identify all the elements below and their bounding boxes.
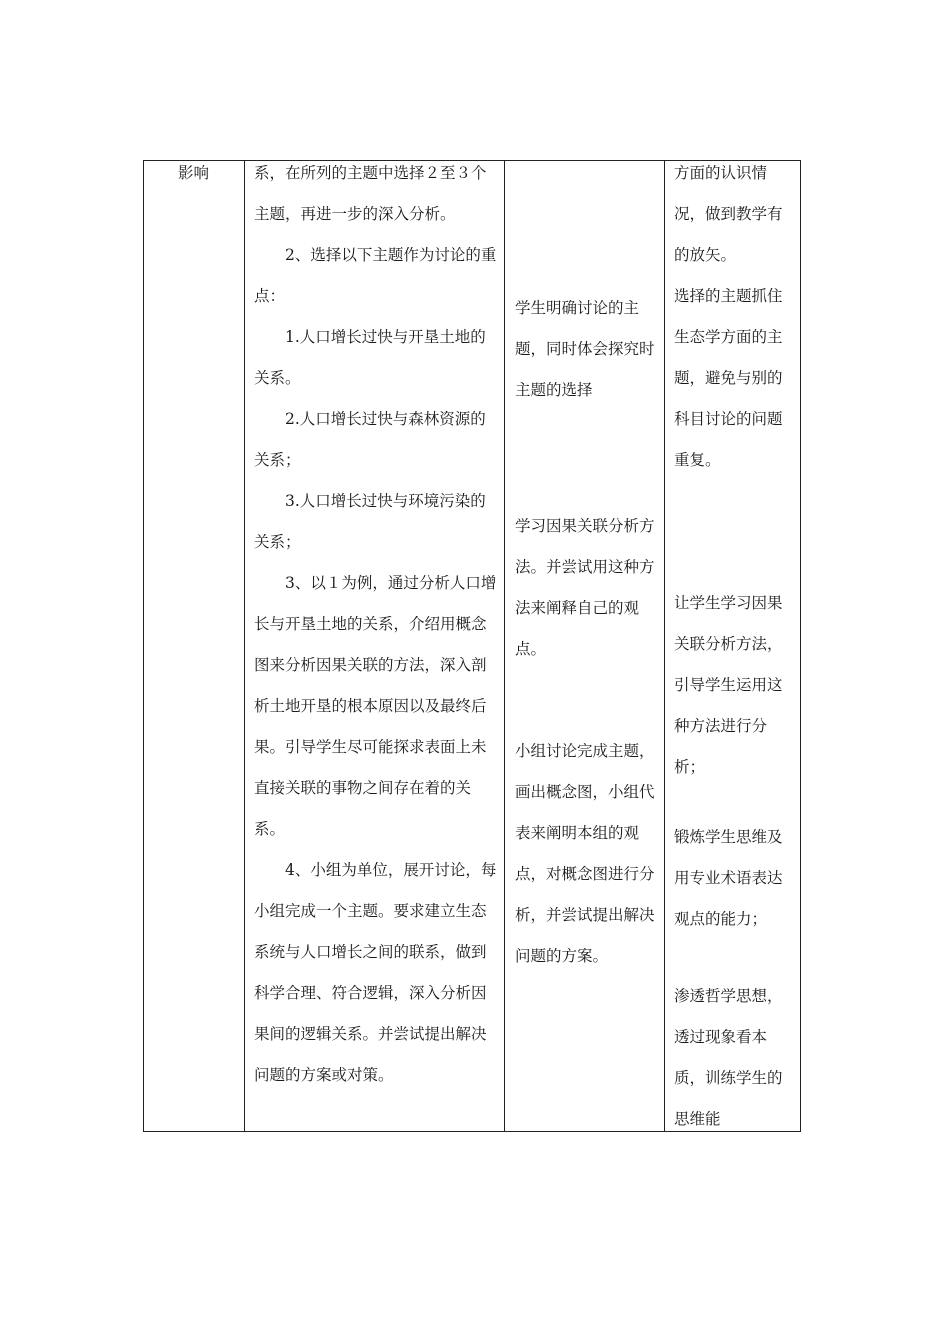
student-activity-3: 小组讨论完成主题，画出概念图，小组代表来阐明本组的观点，对概念图进行分析，并尝试提出解决问题的方案。: [515, 742, 655, 965]
content-paragraph-2: 2、选择以下主题作为讨论的重点：: [254, 246, 497, 305]
student-activity-block: [515, 506, 657, 670]
design-intent-block: [674, 976, 796, 1140]
student-activity-1: 学生明确讨论的主题，同时体会探究时主题的选择: [515, 299, 655, 399]
design-intent-5: 渗透哲学思想，透过现象看本质，训练学生的思维能: [674, 987, 783, 1128]
teaching-content: [254, 153, 499, 1096]
row-label: 影响: [178, 164, 210, 182]
design-intent-3: 让学生学习因果关联分析方法，引导学生运用这种方法进行分析；: [674, 594, 783, 776]
design-intent-1: 方面的认识情况，做到教学有的放矢。: [674, 164, 783, 264]
design-intent-block: [674, 153, 796, 276]
content-paragraph-7: 4、小组为单位，展开讨论，每小组完成一个主题。要求建立生态系统与人口增长之间的联系，做到科学合理、符合逻辑，深入分析因果间的逻辑关系。并尝试提出解决问题的方案或对策。: [254, 861, 497, 1084]
design-intent-column: [665, 161, 801, 1132]
content-paragraph-1: 系，在所列的主题中选择２至３个主题，再进一步的深入分析。: [254, 164, 487, 223]
label-column: [144, 161, 245, 1132]
content-paragraph-3: 1.人口增长过快与开垦土地的关系。: [254, 328, 486, 387]
teaching-content-column: [245, 161, 505, 1132]
student-activity-2: 学习因果关联分析方法。并尝试用这种方法来阐释自己的观点。: [515, 517, 655, 658]
design-intent-block: [674, 583, 796, 788]
content-paragraph-6: 3、以１为例，通过分析人口增长与开垦土地的关系，介绍用概念图来分析因果关联的方法，深入剖析土地开垦的根本原因以及最终后果。引导学生尽可能探求表面上未直接关联的事物之间存在着的关系。: [254, 574, 497, 838]
design-intent-4: 锻炼学生思维及用专业术语表达观点的能力；: [674, 828, 783, 928]
table-row: [144, 161, 801, 1132]
student-activity-block: [515, 731, 657, 977]
content-paragraph-4: 2.人口增长过快与森林资源的关系；: [254, 410, 486, 469]
design-intent-block: [674, 817, 796, 940]
lesson-plan-table: [143, 160, 801, 1132]
student-activity-block: [515, 288, 657, 411]
student-activity-column: [505, 161, 665, 1132]
design-intent-2: 选择的主题抓住生态学方面的主题，避免与别的科目讨论的问题重复。: [674, 287, 783, 469]
content-paragraph-5: 3.人口增长过快与环境污染的关系；: [254, 492, 486, 551]
design-intent-block: [674, 276, 796, 481]
